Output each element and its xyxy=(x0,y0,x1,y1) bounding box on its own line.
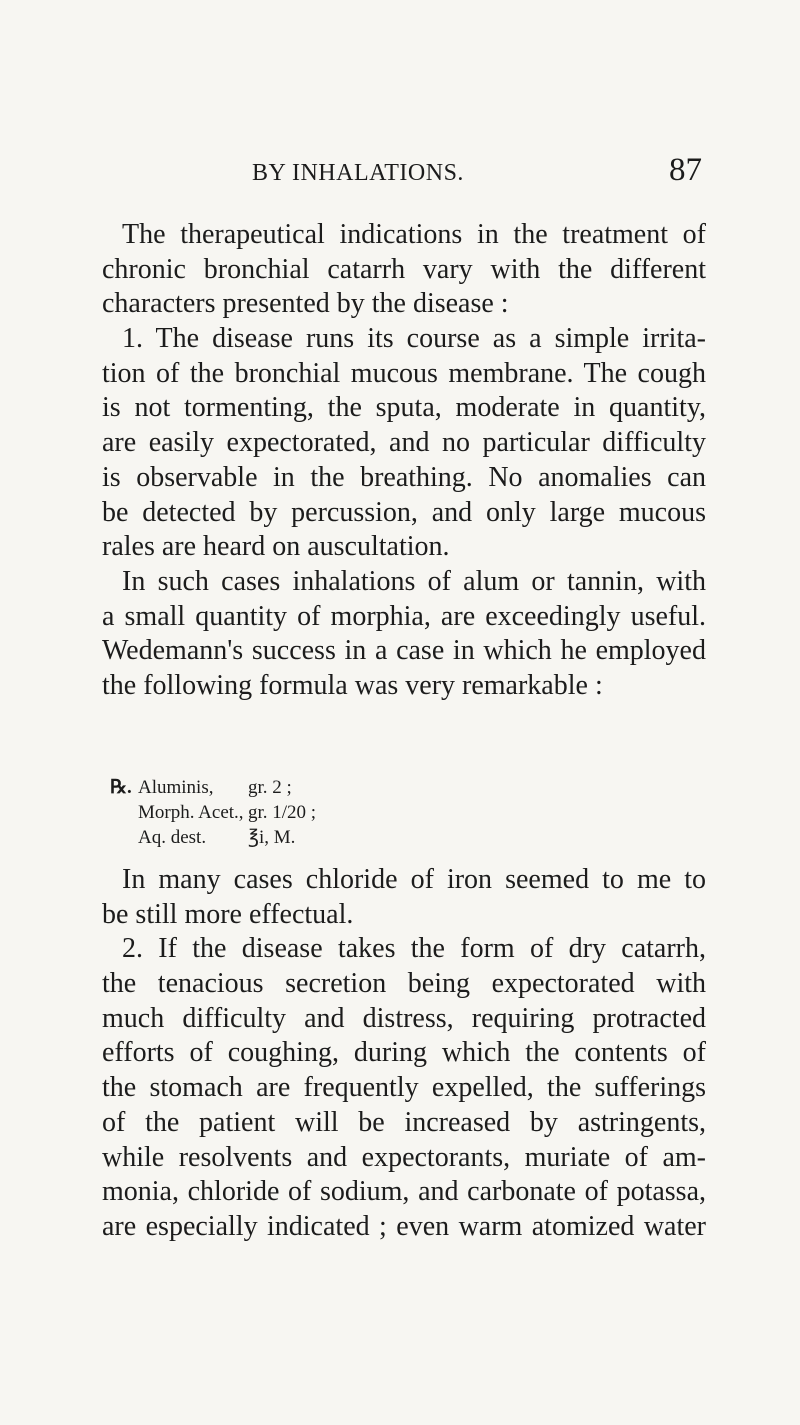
text-line: characters presented by the disease : xyxy=(102,288,509,320)
text-line: is not tormenting, the sputa, moderate in quantity, xyxy=(102,392,706,424)
text-line: the following formula was very remarkable : xyxy=(102,669,603,701)
text-line: are easily expectorated, and no particular difficulty xyxy=(102,427,706,459)
text-line: monia, chloride of sodium, and carbonate of potassa, xyxy=(102,1176,706,1208)
ingredient-name: Aq. dest. xyxy=(138,827,207,848)
text-line: rales are heard on auscultation. xyxy=(102,531,450,563)
formula-row xyxy=(138,825,538,850)
text-line: while resolvents and expectorants, muriate of am- xyxy=(102,1141,706,1173)
text-line: a small quantity of morphia, are exceedingly useful. xyxy=(102,600,706,632)
formula-ingredient xyxy=(110,775,248,800)
text-line: be still more effectual. xyxy=(102,898,354,930)
text-line: chronic bronchial catarrh vary with the different xyxy=(102,253,706,285)
text-line: of the patient will be increased by astringents, xyxy=(102,1106,706,1138)
text-line: 2. If the disease takes the form of dry catarrh, xyxy=(122,933,706,965)
text-line: be detected by percussion, and only large mucous xyxy=(102,496,706,528)
text-line: the stomach are frequently expelled, the sufferings xyxy=(102,1072,706,1104)
text-line: are especially indicated ; even warm atomized water xyxy=(102,1210,706,1242)
text-line: In many cases chloride of iron seemed to me to xyxy=(122,864,706,895)
formula-ingredient xyxy=(138,800,248,825)
body-text-before-formula xyxy=(102,218,706,704)
body-text-after-formula xyxy=(102,863,706,1245)
page-number: 87 xyxy=(669,152,702,188)
ingredient-name: Morph. Acet., xyxy=(138,802,244,823)
text-line: is observable in the breathing. No anomalies can xyxy=(102,461,706,493)
formula-row xyxy=(138,800,538,825)
ingredient-name: Aluminis, xyxy=(138,777,214,798)
formula-dose: gr. 2 ; xyxy=(248,777,292,798)
rx-symbol: ℞. xyxy=(110,777,132,798)
running-head xyxy=(102,152,702,192)
text-line: much difficulty and distress, requiring protracted xyxy=(102,1002,706,1034)
formula-dose: gr. 1/20 ; xyxy=(248,802,317,823)
text-line: tion of the bronchial mucous membrane. The cough xyxy=(102,357,706,389)
prescription-formula xyxy=(110,775,538,850)
formula-ingredient xyxy=(138,825,248,850)
formula-dose: ℥i, M. xyxy=(248,827,296,848)
text-line: In such cases inhalations of alum or tannin, with xyxy=(122,565,706,597)
text-line: efforts of coughing, during which the contents of xyxy=(102,1037,706,1069)
formula-row xyxy=(110,775,538,800)
running-title: BY INHALATIONS. xyxy=(252,160,464,186)
text-line: The therapeutical indications in the treatment of xyxy=(122,219,706,250)
text-line: 1. The disease runs its course as a simple irrita- xyxy=(122,323,706,355)
text-line: the tenacious secretion being expectorated with xyxy=(102,968,706,1000)
text-line: Wedemann's success in a case in which he employed xyxy=(102,635,706,667)
